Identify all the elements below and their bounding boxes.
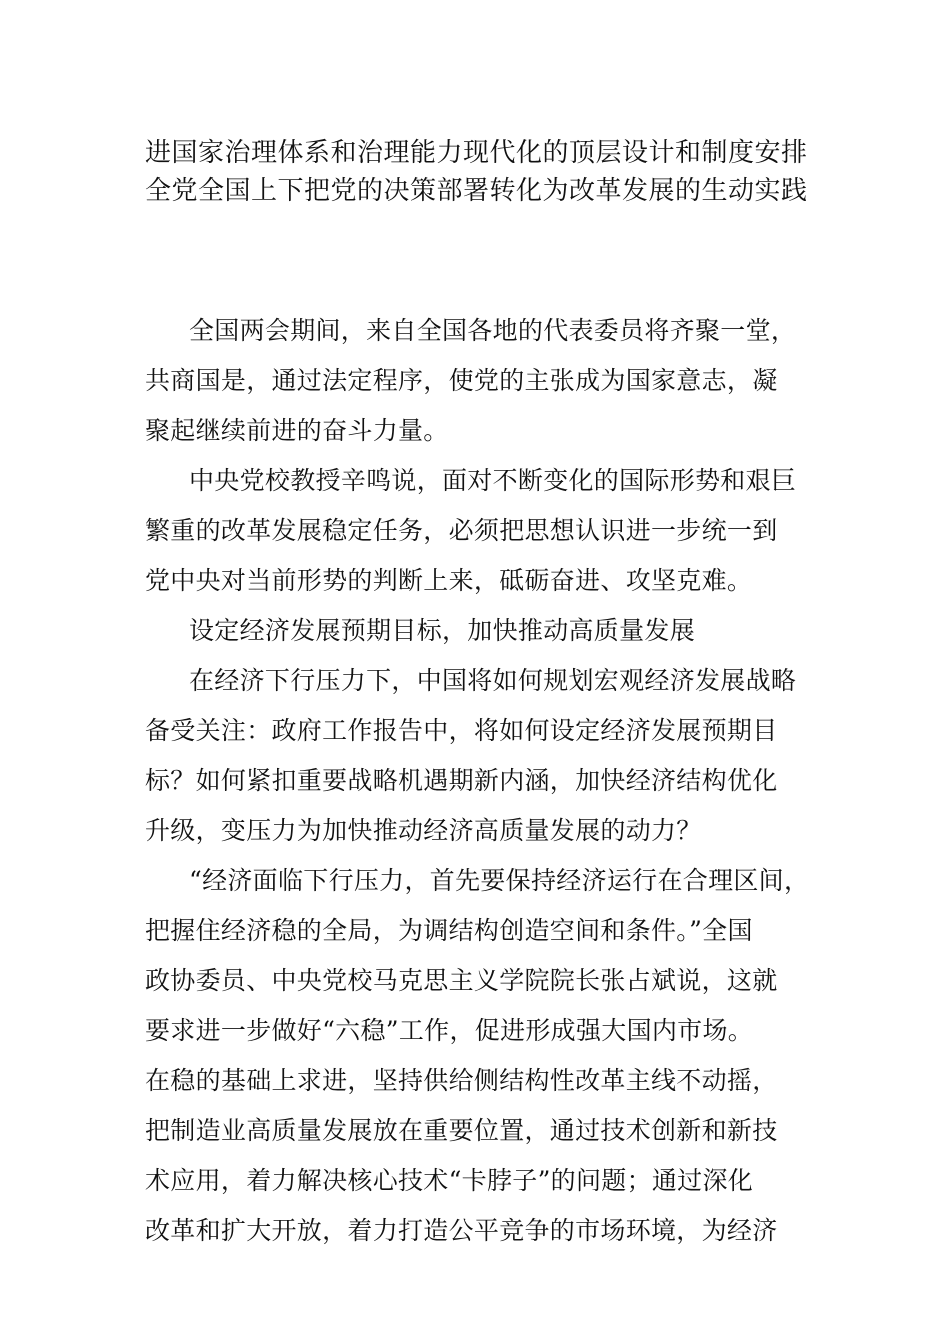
paragraph-3 [145, 656, 815, 856]
subheading-line: 设定经济发展预期目标，加快推动高质量发展 [189, 616, 696, 645]
paragraph-line: 在经济下行压力下，中国将如何规划宏观经济发展战略 [189, 666, 797, 695]
paragraph-line: 要求进一步做好“六稳”工作，促进形成强大国内市场。 [145, 1016, 754, 1045]
paragraph-line: “经济面临下行压力，首先要保持经济运行在合理区间， [189, 866, 810, 895]
paragraph-line: 把握住经济稳的全局，为调结构创造空间和条件。”全国 [145, 916, 753, 945]
paragraph-1 [145, 306, 815, 456]
paragraph-4 [145, 856, 815, 1256]
paragraph-line: 在稳的基础上求进，坚持供给侧结构性改革主线不动摇， [145, 1066, 778, 1095]
paragraph-line: 备受关注：政府工作报告中，将如何设定经济发展预期目 [145, 716, 778, 745]
paragraph-line: 聚起继续前进的奋斗力量。 [145, 416, 449, 445]
paragraph-line: 术应用，着力解决核心技术“卡脖子”的问题；通过深化 [145, 1166, 754, 1195]
heading-block [145, 134, 815, 210]
paragraph-2 [145, 456, 815, 606]
paragraph-line: 共商国是，通过法定程序，使党的主张成为国家意志，凝 [145, 366, 778, 395]
paragraph-line: 中央党校教授辛鸣说，面对不断变化的国际形势和艰巨 [189, 466, 797, 495]
section-subheading [145, 606, 815, 656]
paragraph-line: 全国两会期间，来自全国各地的代表委员将齐聚一堂， [189, 316, 797, 345]
document-page [145, 134, 815, 1256]
paragraph-line: 改革和扩大开放，着力打造公平竞争的市场环境，为经济 [145, 1216, 778, 1245]
paragraph-line: 党中央对当前形势的判断上来，砥砺奋进、攻坚克难。 [145, 566, 753, 595]
paragraph-line: 标？如何紧扣重要战略机遇期新内涵，加快经济结构优化 [145, 766, 778, 795]
heading-line-1: 进国家治理体系和治理能力现代化的顶层设计和制度安排 [145, 138, 808, 168]
paragraph-line: 繁重的改革发展稳定任务，必须把思想认识进一步统一到 [145, 516, 778, 545]
paragraph-line: 升级，变压力为加快推动经济高质量发展的动力？ [145, 816, 702, 845]
paragraph-line: 把制造业高质量发展放在重要位置，通过技术创新和新技 [145, 1116, 778, 1145]
heading-line-2: 全党全国上下把党的决策部署转化为改革发展的生动实践 [145, 176, 808, 206]
paragraph-line: 政协委员、中央党校马克思主义学院院长张占斌说，这就 [145, 966, 778, 995]
